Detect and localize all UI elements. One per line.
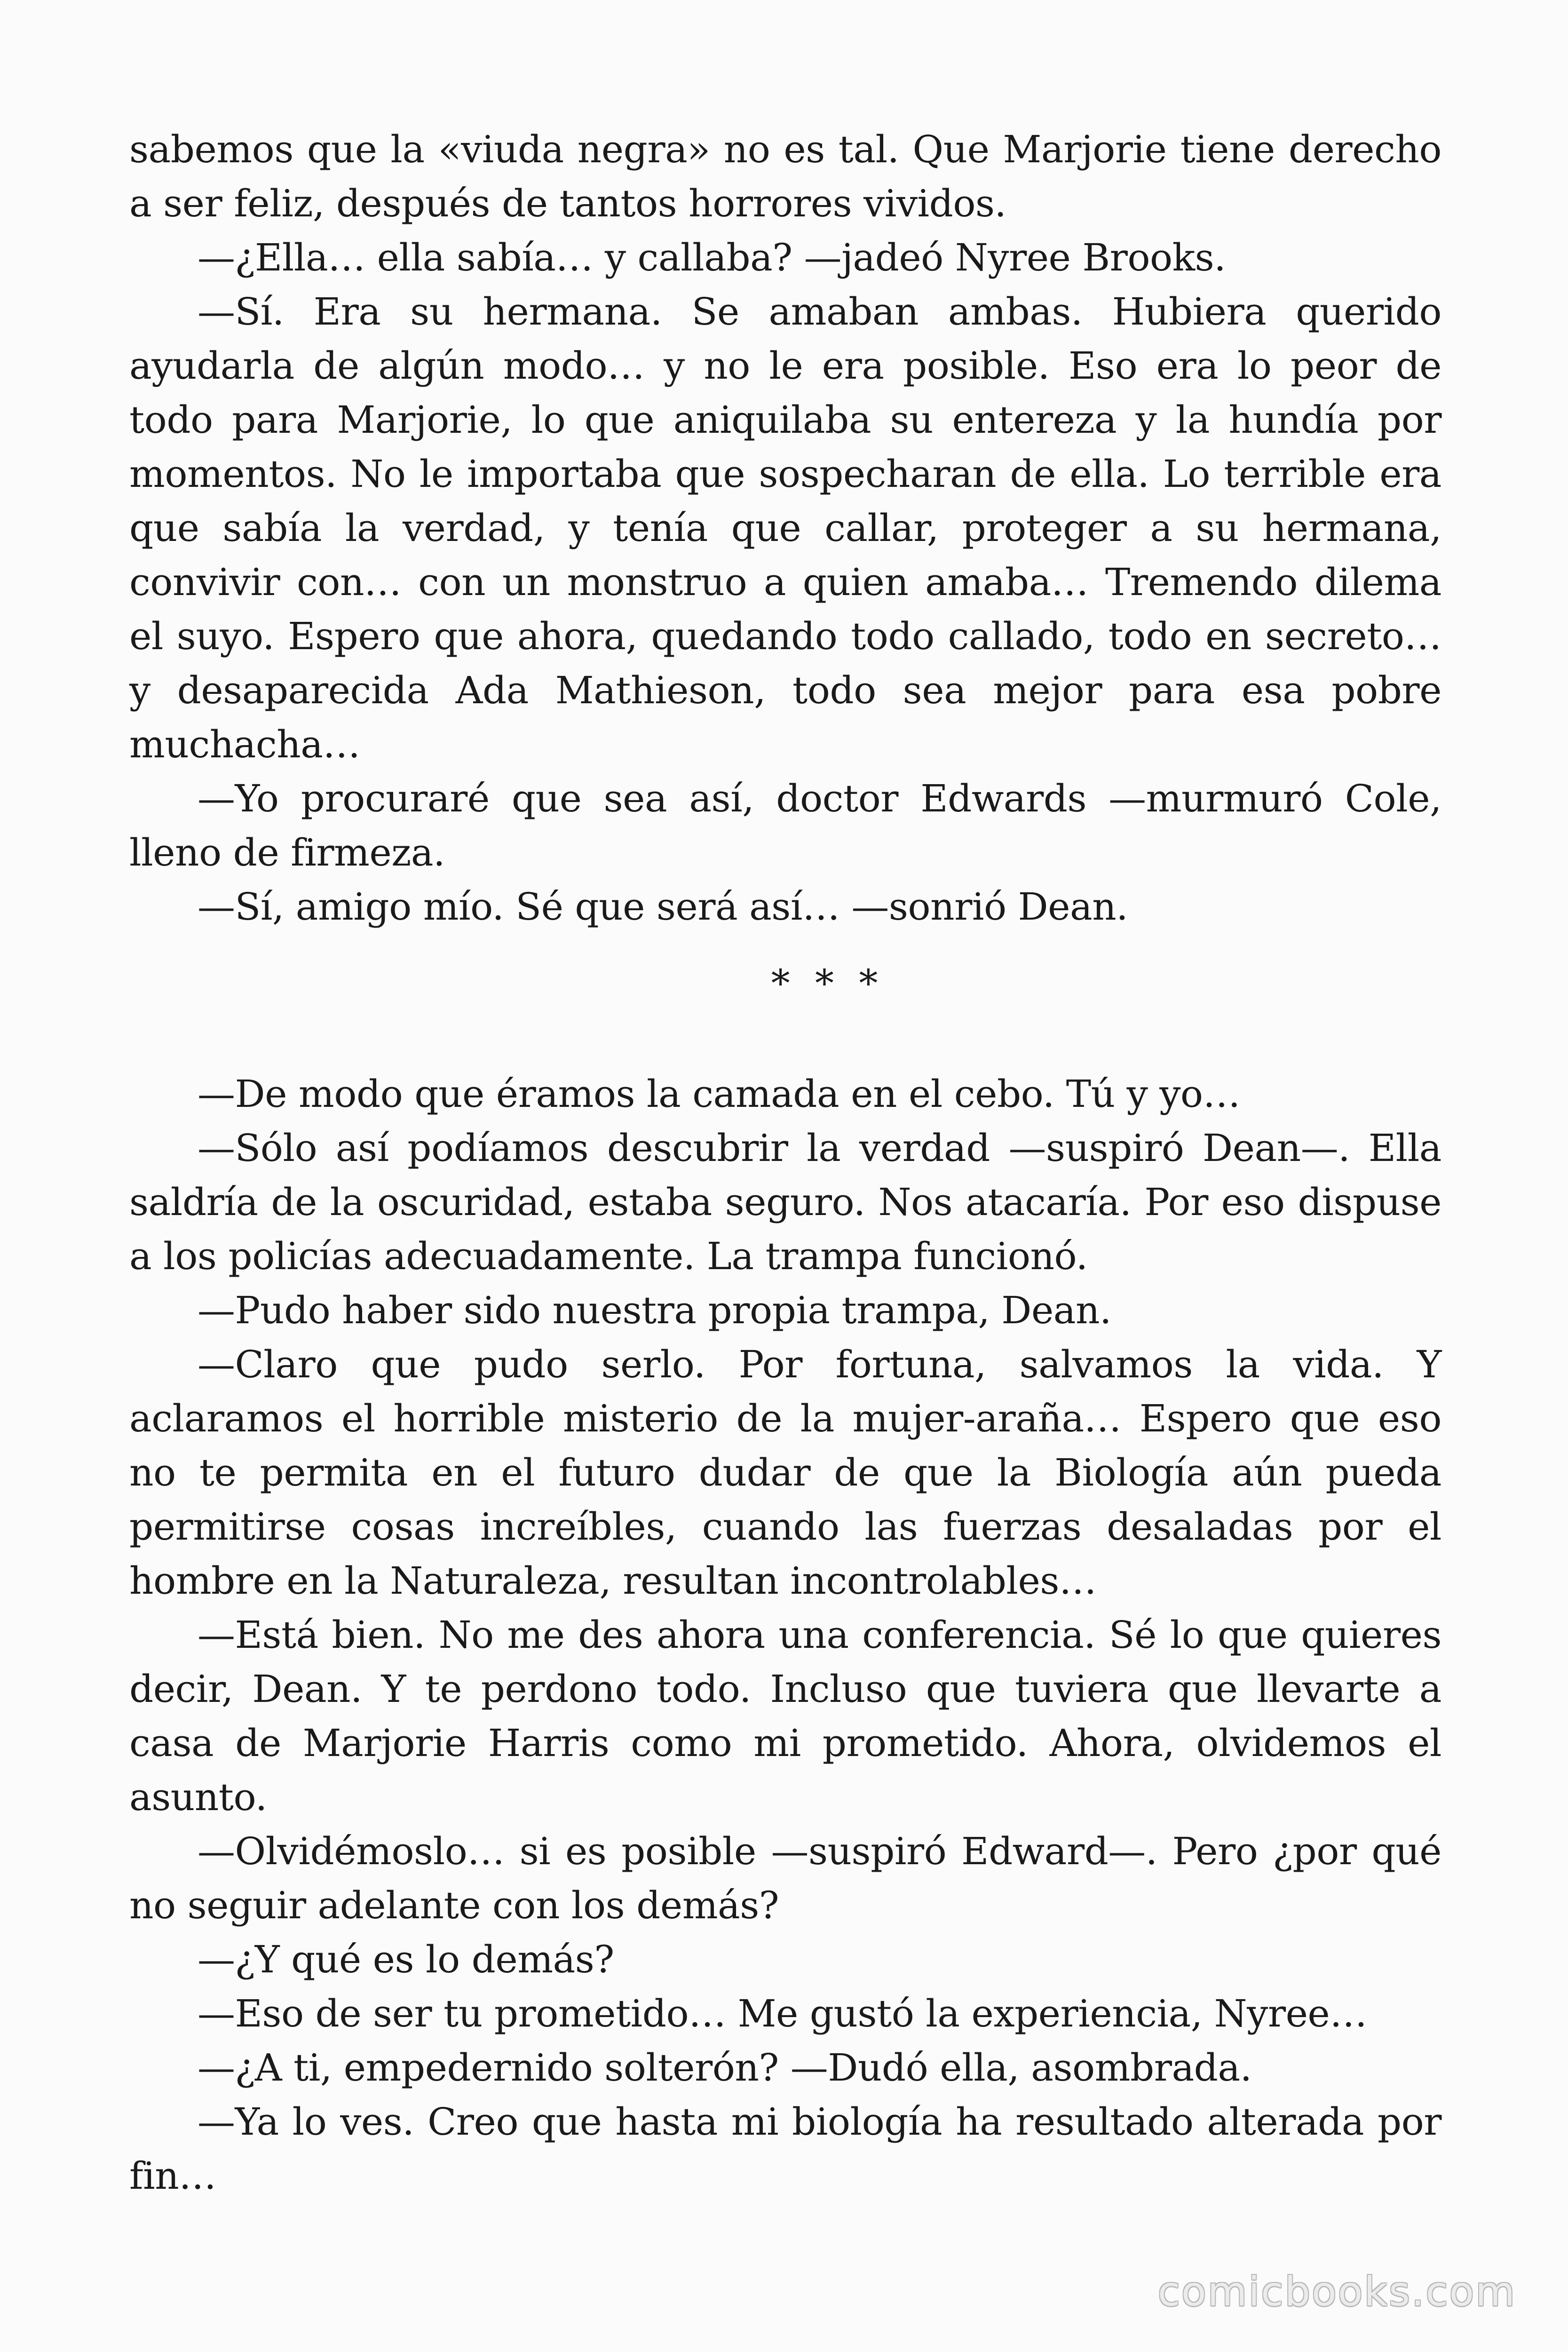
paragraph: sabemos que la «viuda negra» no es tal. Que Marjorie tiene derecho a ser feliz, después de tantos horrores vividos. bbox=[129, 127, 1441, 225]
paragraph: —Ya lo ves. Creo que hasta mi biología ha resultado alterada por fin… bbox=[129, 2100, 1441, 2198]
paragraph: —Sí. Era su hermana. Se amaban ambas. Hubiera querido ayudarla de algún modo… y no le era posible. Eso era lo peor de todo para Marjorie, lo que aniquilaba su entereza y la hundía por momentos. No le importaba que sospecharan de ella. Lo terrible era que sabía la verdad, y tenía que callar, proteger a su hermana, convivir con… con un monstruo a quien amaba… Tremendo dilema el suyo. Espero que ahora, quedando todo callado, todo en secreto… y desaparecida Ada Mathieson, todo sea mejor para esa pobre muchacha… bbox=[129, 290, 1441, 766]
watermark: comicbooks.com bbox=[1157, 2268, 1516, 2315]
paragraph: —Pudo haber sido nuestra propia trampa, Dean. bbox=[198, 1288, 1111, 1332]
paragraph: —¿Ella… ella sabía… y callaba? —jadeó Nyree Brooks. bbox=[198, 236, 1226, 279]
paragraph: —¿A ti, empedernido solterón? —Dudó ella, asombrada. bbox=[198, 2046, 1252, 2090]
paragraph: —Yo procuraré que sea así, doctor Edwards —murmuró Cole, lleno de firmeza. bbox=[129, 777, 1441, 874]
paragraph: —De modo que éramos la camada en el cebo. Tú y yo… bbox=[198, 1072, 1241, 1116]
section-separator: * * * bbox=[771, 961, 885, 1005]
paragraph: —Olvidémoslo… si es posible —suspiró Edward—. Pero ¿por qué no seguir adelante con los demás? bbox=[129, 1829, 1441, 1927]
paragraph: —Sólo así podíamos descubrir la verdad —suspiró Dean—. Ella saldría de la oscuridad, estaba seguro. Nos atacaría. Por eso dispuse a los policías adecuadamente. La trampa funcionó. bbox=[129, 1126, 1441, 1278]
paragraph: —¿Y qué es lo demás? bbox=[198, 1938, 614, 1981]
page-text bbox=[129, 122, 1441, 2203]
paragraph: —Sí, amigo mío. Sé que será así… —sonrió Dean. bbox=[198, 885, 1128, 929]
paragraph: —Está bien. No me des ahora una conferencia. Sé lo que quieres decir, Dean. Y te perdono todo. Incluso que tuviera que llevarte a casa de Marjorie Harris como mi prometido. Ahora, olvidemos el asunto. bbox=[129, 1613, 1441, 1819]
paragraph: —Eso de ser tu prometido… Me gustó la experiencia, Nyree… bbox=[198, 1992, 1367, 2035]
paragraph: —Claro que pudo serlo. Por fortuna, salvamos la vida. Y aclaramos el horrible misterio de la mujer-araña… Espero que eso no te permita en el futuro dudar de que la Biología aún pueda permitirse cosas increíbles, cuando las fuerzas desaladas por el hombre en la Naturaleza, resultan incontrolables… bbox=[129, 1343, 1441, 1603]
